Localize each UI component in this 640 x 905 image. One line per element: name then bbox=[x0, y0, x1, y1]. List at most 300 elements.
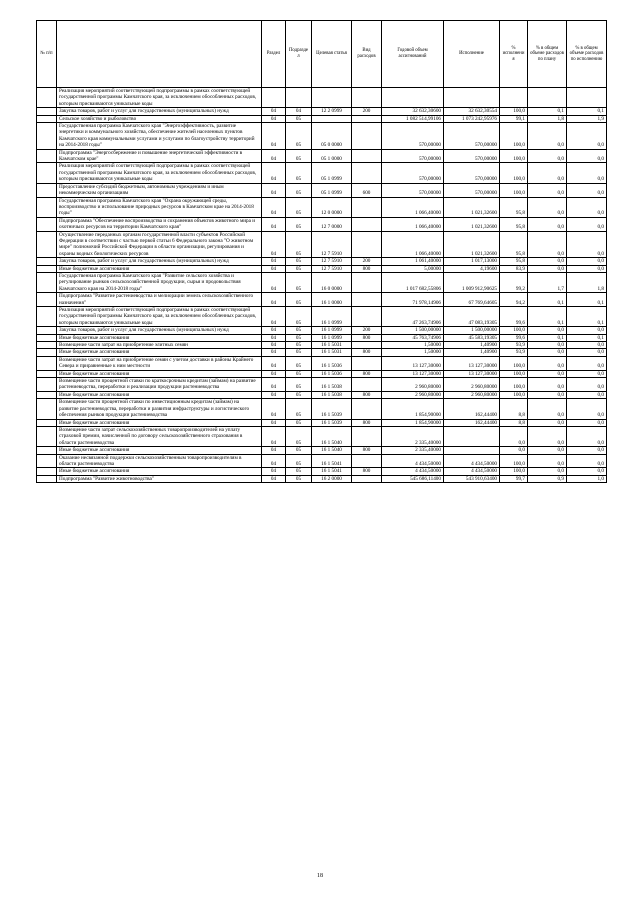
cell-vr: 800 bbox=[352, 419, 382, 426]
cell-cst: 16 1 5039 bbox=[312, 419, 352, 426]
cell-p1: 0,0 bbox=[528, 349, 567, 356]
cell-fact bbox=[444, 426, 500, 446]
cell-name: Иные бюджетные ассигнования bbox=[57, 419, 262, 426]
table-row bbox=[37, 327, 607, 334]
table-row bbox=[37, 123, 607, 150]
cell-name: Закупка товаров, работ и услуг для государственных (муниципальных) нужд bbox=[57, 108, 262, 115]
header-subsection: Подраздел bbox=[286, 21, 312, 88]
cell-podrazdel: 05 bbox=[286, 217, 312, 231]
cell-p1: 0,0 bbox=[528, 265, 567, 272]
cell-plan bbox=[382, 88, 444, 108]
cell-pct: 100,0 bbox=[500, 378, 528, 392]
cell-fact: 1 021,32600 bbox=[444, 231, 500, 258]
cell-p2: 0,0 bbox=[567, 399, 607, 419]
cell-vr bbox=[352, 475, 382, 482]
table-row bbox=[37, 108, 607, 115]
cell-p1: 1,7 bbox=[528, 272, 567, 292]
table-row bbox=[37, 356, 607, 370]
cell-plan: 13 127,30000 bbox=[382, 356, 444, 370]
table-row bbox=[37, 426, 607, 446]
table-row bbox=[37, 231, 607, 258]
header-share-plan: % в общем объеме расходов по плану bbox=[528, 21, 567, 88]
table-row bbox=[37, 183, 607, 197]
cell-cst: 16 1 0000 bbox=[312, 293, 352, 307]
cell-p1: 0,0 bbox=[528, 231, 567, 258]
cell-fact: 13 127,30000 bbox=[444, 370, 500, 377]
cell-p2: 0,0 bbox=[567, 468, 607, 475]
cell-pct: 100,0 bbox=[500, 391, 528, 398]
cell-podrazdel: 04 bbox=[286, 108, 312, 115]
cell-name: Подпрограмма "Обеспечение воспроизводства и сохранения объектов животного мира и охотничьих ресурсов на территории Камчатского края" bbox=[57, 217, 262, 231]
cell-cst: 12 2 0999 bbox=[312, 108, 352, 115]
cell-razdel: 04 bbox=[262, 426, 286, 446]
cell-cst: 16 1 5036 bbox=[312, 356, 352, 370]
cell-vr: 200 bbox=[352, 327, 382, 334]
cell-podrazdel: 05 bbox=[286, 307, 312, 327]
cell-p1: 0,1 bbox=[528, 307, 567, 327]
cell-vr bbox=[352, 356, 382, 370]
cell-fact: 570,00000 bbox=[444, 123, 500, 150]
table-row bbox=[37, 475, 607, 482]
cell-p1: 0,0 bbox=[528, 419, 567, 426]
cell-plan: 1,50000 bbox=[382, 342, 444, 349]
cell-pct: 100,0 bbox=[500, 108, 528, 115]
cell-p2: 0,0 bbox=[567, 349, 607, 356]
table-row bbox=[37, 272, 607, 292]
budget-report-sheet bbox=[36, 20, 606, 483]
cell-razdel: 04 bbox=[262, 454, 286, 468]
cell-p2: 0,1 bbox=[567, 307, 607, 327]
cell-plan: 2 335,40000 bbox=[382, 426, 444, 446]
table-row bbox=[37, 197, 607, 217]
cell-num bbox=[37, 378, 57, 392]
cell-cst: 16 1 0999 bbox=[312, 327, 352, 334]
cell-vr bbox=[352, 399, 382, 419]
cell-fact bbox=[444, 447, 500, 454]
table-row bbox=[37, 115, 607, 122]
cell-num bbox=[37, 231, 57, 258]
cell-podrazdel: 05 bbox=[286, 197, 312, 217]
cell-p2: 0,1 bbox=[567, 293, 607, 307]
cell-plan: 1 066,40000 bbox=[382, 231, 444, 258]
cell-p2: 1,9 bbox=[567, 115, 607, 122]
cell-podrazdel: 05 bbox=[286, 293, 312, 307]
cell-p1: 0,1 bbox=[528, 334, 567, 341]
cell-num bbox=[37, 419, 57, 426]
cell-num bbox=[37, 123, 57, 150]
cell-plan: 1 082 514,99106 bbox=[382, 115, 444, 122]
cell-fact: 162,44400 bbox=[444, 399, 500, 419]
cell-cst: 16 1 5040 bbox=[312, 426, 352, 446]
cell-fact: 67 769,64605 bbox=[444, 293, 500, 307]
cell-num bbox=[37, 293, 57, 307]
cell-razdel: 04 bbox=[262, 342, 286, 349]
cell-pct: 8,8 bbox=[500, 399, 528, 419]
cell-name: Иные бюджетные ассигнования bbox=[57, 391, 262, 398]
cell-plan: 71 978,14906 bbox=[382, 293, 444, 307]
cell-p2: 0,1 bbox=[567, 108, 607, 115]
budget-table bbox=[36, 20, 607, 483]
cell-fact: 47 083,19305 bbox=[444, 307, 500, 327]
cell-num bbox=[37, 426, 57, 446]
cell-podrazdel: 05 bbox=[286, 419, 312, 426]
cell-p2: 1,8 bbox=[567, 272, 607, 292]
cell-vr: 800 bbox=[352, 334, 382, 341]
cell-p1: 0,0 bbox=[528, 447, 567, 454]
cell-fact: 570,00000 bbox=[444, 149, 500, 163]
cell-podrazdel: 05 bbox=[286, 391, 312, 398]
cell-vr: 800 bbox=[352, 349, 382, 356]
cell-pct: 100,0 bbox=[500, 468, 528, 475]
cell-razdel: 04 bbox=[262, 293, 286, 307]
cell-podrazdel: 05 bbox=[286, 334, 312, 341]
cell-plan: 4 434,50000 bbox=[382, 454, 444, 468]
cell-podrazdel bbox=[286, 88, 312, 108]
cell-podrazdel: 05 bbox=[286, 163, 312, 183]
cell-vr: 200 bbox=[352, 258, 382, 265]
cell-pct: 100,0 bbox=[500, 327, 528, 334]
cell-razdel: 04 bbox=[262, 475, 286, 482]
cell-p2: 0,0 bbox=[567, 454, 607, 468]
table-row bbox=[37, 334, 607, 341]
cell-num bbox=[37, 183, 57, 197]
cell-razdel: 04 bbox=[262, 217, 286, 231]
cell-vr bbox=[352, 454, 382, 468]
cell-podrazdel: 05 bbox=[286, 183, 312, 197]
cell-p1: 0,0 bbox=[528, 426, 567, 446]
header-name bbox=[57, 21, 262, 88]
cell-name: Государственная программа Камчатского края "Охрана окружающей среды, воспроизводство и использование природных ресурсов в Камчатском крае на 2014-2018 годы" bbox=[57, 197, 262, 217]
cell-p2: 0,0 bbox=[567, 419, 607, 426]
cell-num bbox=[37, 468, 57, 475]
header-share-execution: % в общем объеме расходов по исполнению bbox=[567, 21, 607, 88]
cell-p1: 0,0 bbox=[528, 149, 567, 163]
cell-vr bbox=[352, 217, 382, 231]
table-row bbox=[37, 447, 607, 454]
cell-cst: 05 1 0000 bbox=[312, 149, 352, 163]
cell-num bbox=[37, 149, 57, 163]
cell-cst: 12 7 0000 bbox=[312, 217, 352, 231]
cell-name: Иные бюджетные ассигнования bbox=[57, 468, 262, 475]
cell-razdel: 04 bbox=[262, 378, 286, 392]
cell-p1: 0,1 bbox=[528, 293, 567, 307]
cell-p1: 0,1 bbox=[528, 108, 567, 115]
cell-name: Реализация мероприятий соответствующей подпрограммы в рамках соответствующей государственной программы Камчатского края, за исключением обособленных расходов, которым присваиваются уникальные коды bbox=[57, 163, 262, 183]
cell-razdel: 04 bbox=[262, 399, 286, 419]
cell-razdel: 04 bbox=[262, 307, 286, 327]
cell-cst: 12 7 5910 bbox=[312, 258, 352, 265]
cell-p2: 0,0 bbox=[567, 342, 607, 349]
cell-pct: 95,8 bbox=[500, 258, 528, 265]
cell-p1: 0,0 bbox=[528, 327, 567, 334]
table-row bbox=[37, 342, 607, 349]
cell-razdel bbox=[262, 88, 286, 108]
table-row bbox=[37, 307, 607, 327]
cell-name: Реализация мероприятий соответствующей подпрограммы в рамках соответствующей государственной программы Камчатского края, за исключением обособленных расходов, которым присваиваются уникальные коды bbox=[57, 307, 262, 327]
cell-razdel: 04 bbox=[262, 334, 286, 341]
cell-p2: 0,0 bbox=[567, 149, 607, 163]
cell-pct: 100,0 bbox=[500, 356, 528, 370]
cell-pct: 0,0 bbox=[500, 447, 528, 454]
cell-p2: 0,0 bbox=[567, 217, 607, 231]
cell-plan: 1 066,40000 bbox=[382, 197, 444, 217]
header-number: № п/п bbox=[37, 21, 57, 88]
cell-podrazdel: 05 bbox=[286, 349, 312, 356]
table-row bbox=[37, 88, 607, 108]
cell-razdel: 04 bbox=[262, 115, 286, 122]
cell-p2: 0,0 bbox=[567, 163, 607, 183]
cell-name: Закупка товаров, работ и услуг для государственных (муниципальных) нужд bbox=[57, 258, 262, 265]
cell-p2: 0,0 bbox=[567, 327, 607, 334]
cell-fact: 162,44400 bbox=[444, 419, 500, 426]
cell-vr: 800 bbox=[352, 370, 382, 377]
cell-plan: 2 960,80000 bbox=[382, 391, 444, 398]
cell-vr bbox=[352, 378, 382, 392]
cell-p2: 0,0 bbox=[567, 378, 607, 392]
cell-pct: 99,6 bbox=[500, 334, 528, 341]
cell-plan: 545 686,11400 bbox=[382, 475, 444, 482]
cell-cst: 16 1 5036 bbox=[312, 370, 352, 377]
cell-cst bbox=[312, 88, 352, 108]
cell-fact: 45 583,19305 bbox=[444, 334, 500, 341]
cell-plan: 2 335,40000 bbox=[382, 447, 444, 454]
cell-razdel: 04 bbox=[262, 272, 286, 292]
cell-cst: 16 2 0000 bbox=[312, 475, 352, 482]
cell-plan: 45 763,74906 bbox=[382, 334, 444, 341]
cell-pct: 83,9 bbox=[500, 265, 528, 272]
cell-podrazdel: 05 bbox=[286, 231, 312, 258]
cell-podrazdel: 05 bbox=[286, 327, 312, 334]
cell-cst: 16 1 5031 bbox=[312, 349, 352, 356]
cell-pct: 95,8 bbox=[500, 197, 528, 217]
cell-pct: 100,0 bbox=[500, 123, 528, 150]
cell-cst: 16 1 5039 bbox=[312, 399, 352, 419]
cell-p1: 0,0 bbox=[528, 163, 567, 183]
cell-vr bbox=[352, 163, 382, 183]
cell-name: Подпрограмма "Развитие растениеводства и мелиорации земель сельскохозяйственного назначения" bbox=[57, 293, 262, 307]
cell-razdel: 04 bbox=[262, 265, 286, 272]
cell-cst: 16 1 5038 bbox=[312, 391, 352, 398]
cell-name: Возмещение части затрат на приобретение семян с учетом доставки в районы Крайнего Севера и приравненные к ним местности bbox=[57, 356, 262, 370]
cell-num bbox=[37, 454, 57, 468]
cell-razdel: 04 bbox=[262, 391, 286, 398]
cell-plan: 1 061,40000 bbox=[382, 258, 444, 265]
cell-podrazdel: 05 bbox=[286, 378, 312, 392]
table-row bbox=[37, 370, 607, 377]
cell-p1: 0,0 bbox=[528, 370, 567, 377]
cell-num bbox=[37, 370, 57, 377]
cell-p1: 0,0 bbox=[528, 183, 567, 197]
cell-name: Иные бюджетные ассигнования bbox=[57, 370, 262, 377]
cell-cst: 12 7 5910 bbox=[312, 265, 352, 272]
cell-p1: 0,0 bbox=[528, 258, 567, 265]
cell-vr bbox=[352, 123, 382, 150]
cell-name: Государственная программа Камчатского края "Энергоэффективность, развитие энергетики и коммунального хозяйства, обеспечение жителей населенных пунктов Камчатского края коммунальными услугами и услугами по благоустройству территорий на 2014-2018 годы" bbox=[57, 123, 262, 150]
cell-pct: 93,9 bbox=[500, 342, 528, 349]
cell-razdel: 04 bbox=[262, 349, 286, 356]
cell-cst: 16 0 0000 bbox=[312, 272, 352, 292]
cell-fact: 1 017,13000 bbox=[444, 258, 500, 265]
cell-podrazdel: 05 bbox=[286, 342, 312, 349]
cell-vr bbox=[352, 231, 382, 258]
cell-vr bbox=[352, 149, 382, 163]
cell-p1: 0,0 bbox=[528, 378, 567, 392]
cell-name: Иные бюджетные ассигнования bbox=[57, 447, 262, 454]
cell-p1: 0,0 bbox=[528, 197, 567, 217]
cell-pct: 0,0 bbox=[500, 426, 528, 446]
cell-fact: 1 073 242,95976 bbox=[444, 115, 500, 122]
cell-name: Реализация мероприятий соответствующей подпрограммы в рамках соответствующей государственной программы Камчатского края, за исключением обособленных расходов, которым присваиваются уникальные коды bbox=[57, 88, 262, 108]
cell-razdel: 04 bbox=[262, 327, 286, 334]
page-number: 18 bbox=[317, 873, 323, 879]
cell-fact: 13 127,30000 bbox=[444, 356, 500, 370]
cell-podrazdel: 05 bbox=[286, 468, 312, 475]
cell-fact bbox=[444, 88, 500, 108]
cell-podrazdel: 05 bbox=[286, 265, 312, 272]
cell-name: Подпрограмма "Энергосбережение и повышение энергетической эффективности в Камчатском крае" bbox=[57, 149, 262, 163]
cell-plan: 570,00000 bbox=[382, 183, 444, 197]
cell-razdel: 04 bbox=[262, 468, 286, 475]
cell-fact: 2 960,80000 bbox=[444, 391, 500, 398]
cell-p2: 0,0 bbox=[567, 258, 607, 265]
cell-pct: 94,2 bbox=[500, 293, 528, 307]
table-row bbox=[37, 258, 607, 265]
cell-num bbox=[37, 475, 57, 482]
cell-razdel: 04 bbox=[262, 123, 286, 150]
table-row bbox=[37, 293, 607, 307]
cell-num bbox=[37, 399, 57, 419]
cell-fact: 543 910,63400 bbox=[444, 475, 500, 482]
cell-p1: 0,0 bbox=[528, 454, 567, 468]
cell-pct: 95,8 bbox=[500, 217, 528, 231]
cell-name: Осуществление переданных органам государственной власти субъектов Российской Федерации в соответствии с частью первой статьи 6 Федерального закона "О животном мире" полномочий Российской Федерации в области организации, регулирования и охраны водных биологических ресурсов bbox=[57, 231, 262, 258]
cell-podrazdel: 05 bbox=[286, 447, 312, 454]
cell-name: Возмещение части процентной ставки по краткосрочным кредитам (займам) на развитие растениеводства, переработки и реализации продукции растениеводства bbox=[57, 378, 262, 392]
cell-razdel: 04 bbox=[262, 356, 286, 370]
cell-pct: 93,9 bbox=[500, 349, 528, 356]
table-body bbox=[37, 88, 607, 483]
cell-p1: 0,0 bbox=[528, 342, 567, 349]
table-header-row bbox=[37, 21, 607, 88]
cell-podrazdel: 05 bbox=[286, 149, 312, 163]
cell-cst: 05 0 0000 bbox=[312, 123, 352, 150]
cell-podrazdel: 05 bbox=[286, 454, 312, 468]
table-row bbox=[37, 349, 607, 356]
cell-cst: 16 1 5041 bbox=[312, 468, 352, 475]
cell-podrazdel: 05 bbox=[286, 475, 312, 482]
cell-razdel: 04 bbox=[262, 419, 286, 426]
cell-razdel: 04 bbox=[262, 258, 286, 265]
cell-name: Предоставление субсидий бюджетным, автономным учреждениям и иным некоммерческим организациям bbox=[57, 183, 262, 197]
cell-p2: 0,0 bbox=[567, 265, 607, 272]
cell-num bbox=[37, 447, 57, 454]
cell-name: Иные бюджетные ассигнования bbox=[57, 334, 262, 341]
cell-razdel: 04 bbox=[262, 183, 286, 197]
cell-p1: 1,8 bbox=[528, 115, 567, 122]
cell-num bbox=[37, 391, 57, 398]
cell-razdel: 04 bbox=[262, 370, 286, 377]
cell-pct: 95,8 bbox=[500, 231, 528, 258]
cell-vr: 600 bbox=[352, 183, 382, 197]
cell-name: Возмещение части затрат сельскохозяйственных товаропроизводителей на уплату страховой премии, начисленной по договору сельскохозяйственного страхования в области растениеводства bbox=[57, 426, 262, 446]
cell-num bbox=[37, 108, 57, 115]
cell-pct: 100,0 bbox=[500, 454, 528, 468]
cell-num bbox=[37, 307, 57, 327]
cell-plan: 5,00000 bbox=[382, 265, 444, 272]
cell-name: Подпрограмма "Развитие животноводства" bbox=[57, 475, 262, 482]
cell-cst: 16 1 0999 bbox=[312, 307, 352, 327]
cell-num bbox=[37, 334, 57, 341]
table-row bbox=[37, 454, 607, 468]
cell-num bbox=[37, 197, 57, 217]
header-section: Раздел bbox=[262, 21, 286, 88]
cell-vr: 800 bbox=[352, 447, 382, 454]
cell-p1 bbox=[528, 88, 567, 108]
cell-p2: 0,0 bbox=[567, 356, 607, 370]
cell-fact: 1 009 912,90625 bbox=[444, 272, 500, 292]
cell-p2: 0,1 bbox=[567, 334, 607, 341]
cell-name: Государственная программа Камчатского края "Развитие сельского хозяйства и регулирование рынков сельскохозяйственной продукции, сырья и продовольствия Камчатского края на 2014-2018 годы" bbox=[57, 272, 262, 292]
table-row bbox=[37, 399, 607, 419]
cell-p1: 0,0 bbox=[528, 399, 567, 419]
cell-cst bbox=[312, 115, 352, 122]
cell-razdel: 04 bbox=[262, 149, 286, 163]
cell-pct: 99,6 bbox=[500, 307, 528, 327]
cell-pct: 100,0 bbox=[500, 163, 528, 183]
cell-podrazdel: 05 bbox=[286, 115, 312, 122]
cell-vr bbox=[352, 426, 382, 446]
cell-plan: 1 066,40000 bbox=[382, 217, 444, 231]
cell-fact: 1 021,32600 bbox=[444, 197, 500, 217]
cell-plan: 570,00000 bbox=[382, 163, 444, 183]
cell-p2: 0,0 bbox=[567, 391, 607, 398]
cell-vr: 200 bbox=[352, 108, 382, 115]
table-row bbox=[37, 378, 607, 392]
table-row bbox=[37, 419, 607, 426]
table-row bbox=[37, 163, 607, 183]
cell-podrazdel: 05 bbox=[286, 272, 312, 292]
cell-cst: 12 7 5910 bbox=[312, 231, 352, 258]
cell-p2: 0,0 bbox=[567, 426, 607, 446]
cell-vr bbox=[352, 272, 382, 292]
cell-cst: 05 1 0999 bbox=[312, 183, 352, 197]
cell-cst: 16 1 5038 bbox=[312, 378, 352, 392]
cell-p1: 0,0 bbox=[528, 468, 567, 475]
cell-podrazdel: 05 bbox=[286, 356, 312, 370]
table-row bbox=[37, 217, 607, 231]
table-row bbox=[37, 391, 607, 398]
cell-name: Возмещение части затрат на приобретение элитных семян bbox=[57, 342, 262, 349]
cell-num bbox=[37, 327, 57, 334]
cell-vr: 800 bbox=[352, 265, 382, 272]
cell-p1: 0,0 bbox=[528, 391, 567, 398]
cell-name: Закупка товаров, работ и услуг для государственных (муниципальных) нужд bbox=[57, 327, 262, 334]
cell-plan: 1,50000 bbox=[382, 349, 444, 356]
cell-plan: 13 127,30000 bbox=[382, 370, 444, 377]
cell-p1: 0,0 bbox=[528, 217, 567, 231]
header-execution-percent: % исполнения bbox=[500, 21, 528, 88]
cell-fact: 1 500,00000 bbox=[444, 327, 500, 334]
cell-plan: 1 017 682,55806 bbox=[382, 272, 444, 292]
cell-plan: 32 632,30600 bbox=[382, 108, 444, 115]
cell-plan: 1 854,90000 bbox=[382, 399, 444, 419]
cell-podrazdel: 05 bbox=[286, 399, 312, 419]
cell-fact: 1,40900 bbox=[444, 349, 500, 356]
cell-vr bbox=[352, 342, 382, 349]
cell-razdel: 04 bbox=[262, 163, 286, 183]
cell-plan: 570,00000 bbox=[382, 149, 444, 163]
cell-num bbox=[37, 342, 57, 349]
